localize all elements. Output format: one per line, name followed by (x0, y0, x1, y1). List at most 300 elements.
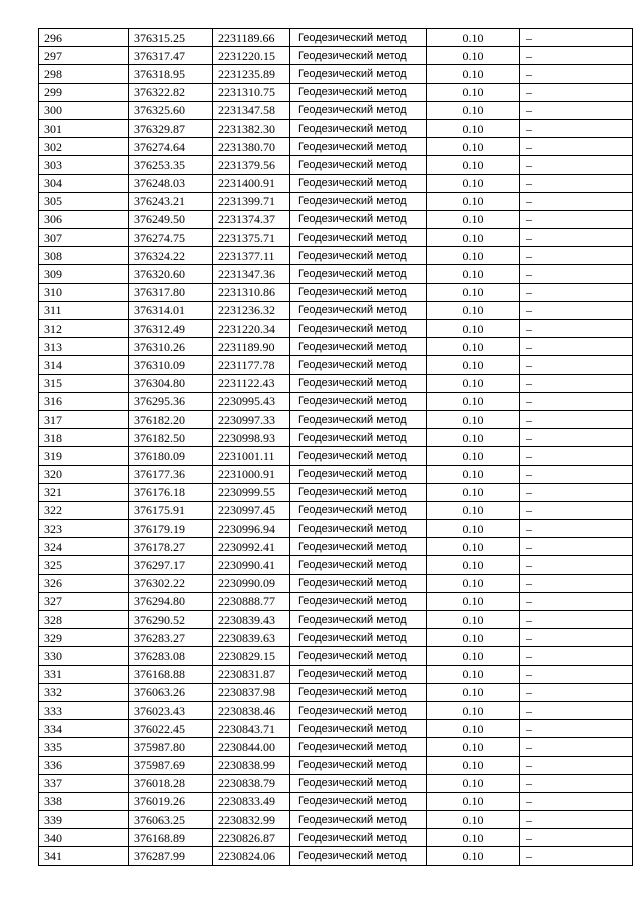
coord-x-cell: 376283.08 (129, 647, 213, 665)
note-cell: – (520, 792, 633, 810)
coord-x-cell: 376176.18 (129, 483, 213, 501)
note-cell: – (520, 701, 633, 719)
coord-x-cell: 376304.80 (129, 374, 213, 392)
coord-x-cell: 376182.50 (129, 429, 213, 447)
point-number-cell: 322 (39, 501, 129, 519)
accuracy-cell: 0.10 (427, 774, 520, 792)
note-cell: – (520, 811, 633, 829)
coord-x-cell: 376019.26 (129, 792, 213, 810)
method-cell: Геодезический метод (290, 683, 427, 701)
method-cell: Геодезический метод (290, 29, 427, 47)
coord-y-cell: 2231000.91 (213, 465, 290, 483)
accuracy-cell: 0.10 (427, 247, 520, 265)
coord-y-cell: 2230831.87 (213, 665, 290, 683)
accuracy-cell: 0.10 (427, 829, 520, 847)
coord-x-cell: 375987.80 (129, 738, 213, 756)
note-cell: – (520, 138, 633, 156)
table-row (39, 429, 633, 447)
coord-x-cell: 376312.49 (129, 320, 213, 338)
accuracy-cell: 0.10 (427, 465, 520, 483)
point-number-cell: 315 (39, 374, 129, 392)
method-cell: Геодезический метод (290, 629, 427, 647)
coord-y-cell: 2231220.34 (213, 320, 290, 338)
coord-x-cell: 376295.36 (129, 392, 213, 410)
coord-x-cell: 376249.50 (129, 210, 213, 228)
accuracy-cell: 0.10 (427, 811, 520, 829)
coord-y-cell: 2230998.93 (213, 429, 290, 447)
point-number-cell: 327 (39, 592, 129, 610)
note-cell: – (520, 83, 633, 101)
note-cell: – (520, 283, 633, 301)
coord-x-cell: 376294.80 (129, 592, 213, 610)
accuracy-cell: 0.10 (427, 374, 520, 392)
accuracy-cell: 0.10 (427, 192, 520, 210)
method-cell: Геодезический метод (290, 174, 427, 192)
coord-y-cell: 2230832.99 (213, 811, 290, 829)
coord-y-cell: 2230990.09 (213, 574, 290, 592)
table-row (39, 247, 633, 265)
coord-y-cell: 2231220.15 (213, 47, 290, 65)
note-cell: – (520, 374, 633, 392)
point-number-cell: 321 (39, 483, 129, 501)
accuracy-cell: 0.10 (427, 629, 520, 647)
point-number-cell: 308 (39, 247, 129, 265)
coord-x-cell: 376063.25 (129, 811, 213, 829)
table-body (39, 29, 633, 866)
method-cell: Геодезический метод (290, 410, 427, 428)
point-number-cell: 337 (39, 774, 129, 792)
accuracy-cell: 0.10 (427, 410, 520, 428)
table-row (39, 611, 633, 629)
coord-y-cell: 2230839.43 (213, 611, 290, 629)
point-number-cell: 300 (39, 101, 129, 119)
point-number-cell: 303 (39, 156, 129, 174)
note-cell: – (520, 429, 633, 447)
coord-y-cell: 2230838.79 (213, 774, 290, 792)
coord-x-cell: 376320.60 (129, 265, 213, 283)
method-cell: Геодезический метод (290, 138, 427, 156)
coord-y-cell: 2231235.89 (213, 65, 290, 83)
coord-y-cell: 2230995.43 (213, 392, 290, 410)
method-cell: Геодезический метод (290, 592, 427, 610)
table-row (39, 156, 633, 174)
point-number-cell: 317 (39, 410, 129, 428)
coord-x-cell: 376318.95 (129, 65, 213, 83)
accuracy-cell: 0.10 (427, 29, 520, 47)
table-row (39, 756, 633, 774)
accuracy-cell: 0.10 (427, 538, 520, 556)
point-number-cell: 336 (39, 756, 129, 774)
method-cell: Геодезический метод (290, 483, 427, 501)
accuracy-cell: 0.10 (427, 556, 520, 574)
method-cell: Геодезический метод (290, 647, 427, 665)
note-cell: – (520, 247, 633, 265)
coord-y-cell: 2230824.06 (213, 847, 290, 865)
accuracy-cell: 0.10 (427, 683, 520, 701)
coord-y-cell: 2231189.66 (213, 29, 290, 47)
point-number-cell: 326 (39, 574, 129, 592)
point-number-cell: 312 (39, 320, 129, 338)
point-number-cell: 320 (39, 465, 129, 483)
coord-y-cell: 2231122.43 (213, 374, 290, 392)
coord-y-cell: 2231380.70 (213, 138, 290, 156)
table-row (39, 483, 633, 501)
accuracy-cell: 0.10 (427, 701, 520, 719)
note-cell: – (520, 665, 633, 683)
method-cell: Геодезический метод (290, 119, 427, 137)
note-cell: – (520, 119, 633, 137)
note-cell: – (520, 756, 633, 774)
coord-y-cell: 2230837.98 (213, 683, 290, 701)
method-cell: Геодезический метод (290, 356, 427, 374)
coord-y-cell: 2230997.45 (213, 501, 290, 519)
accuracy-cell: 0.10 (427, 301, 520, 319)
accuracy-cell: 0.10 (427, 611, 520, 629)
table-row (39, 829, 633, 847)
method-cell: Геодезический метод (290, 538, 427, 556)
method-cell: Геодезический метод (290, 247, 427, 265)
accuracy-cell: 0.10 (427, 265, 520, 283)
method-cell: Геодезический метод (290, 829, 427, 847)
coord-y-cell: 2231379.56 (213, 156, 290, 174)
coord-y-cell: 2231400.91 (213, 174, 290, 192)
point-number-cell: 341 (39, 847, 129, 865)
note-cell: – (520, 192, 633, 210)
point-number-cell: 305 (39, 192, 129, 210)
accuracy-cell: 0.10 (427, 647, 520, 665)
point-number-cell: 297 (39, 47, 129, 65)
method-cell: Геодезический метод (290, 265, 427, 283)
accuracy-cell: 0.10 (427, 65, 520, 83)
note-cell: – (520, 829, 633, 847)
accuracy-cell: 0.10 (427, 156, 520, 174)
table-row (39, 774, 633, 792)
coord-y-cell: 2230999.55 (213, 483, 290, 501)
point-number-cell: 328 (39, 611, 129, 629)
coord-x-cell: 376243.21 (129, 192, 213, 210)
table-row (39, 410, 633, 428)
coord-y-cell: 2231375.71 (213, 229, 290, 247)
method-cell: Геодезический метод (290, 465, 427, 483)
method-cell: Геодезический метод (290, 447, 427, 465)
table-row (39, 665, 633, 683)
table-row (39, 538, 633, 556)
accuracy-cell: 0.10 (427, 665, 520, 683)
note-cell: – (520, 101, 633, 119)
note-cell: – (520, 683, 633, 701)
table-row (39, 301, 633, 319)
coord-y-cell: 2231001.11 (213, 447, 290, 465)
method-cell: Геодезический метод (290, 611, 427, 629)
coord-y-cell: 2230844.00 (213, 738, 290, 756)
point-number-cell: 314 (39, 356, 129, 374)
coord-y-cell: 2231177.78 (213, 356, 290, 374)
accuracy-cell: 0.10 (427, 392, 520, 410)
method-cell: Геодезический метод (290, 811, 427, 829)
table-row (39, 119, 633, 137)
point-number-cell: 309 (39, 265, 129, 283)
coord-x-cell: 376324.22 (129, 247, 213, 265)
note-cell: – (520, 520, 633, 538)
coord-x-cell: 376274.75 (129, 229, 213, 247)
table-row (39, 647, 633, 665)
note-cell: – (520, 592, 633, 610)
note-cell: – (520, 392, 633, 410)
coord-x-cell: 376314.01 (129, 301, 213, 319)
coord-y-cell: 2231189.90 (213, 338, 290, 356)
note-cell: – (520, 229, 633, 247)
accuracy-cell: 0.10 (427, 83, 520, 101)
point-number-cell: 301 (39, 119, 129, 137)
coord-y-cell: 2230838.99 (213, 756, 290, 774)
table-row (39, 811, 633, 829)
point-number-cell: 319 (39, 447, 129, 465)
point-number-cell: 307 (39, 229, 129, 247)
table-row (39, 847, 633, 865)
table-row (39, 265, 633, 283)
note-cell: – (520, 483, 633, 501)
table-row (39, 83, 633, 101)
table-row (39, 392, 633, 410)
table-row (39, 629, 633, 647)
coord-x-cell: 376322.82 (129, 83, 213, 101)
coord-y-cell: 2230997.33 (213, 410, 290, 428)
method-cell: Геодезический метод (290, 792, 427, 810)
accuracy-cell: 0.10 (427, 47, 520, 65)
method-cell: Геодезический метод (290, 574, 427, 592)
note-cell: – (520, 611, 633, 629)
coord-x-cell: 376248.03 (129, 174, 213, 192)
note-cell: – (520, 538, 633, 556)
table-row (39, 47, 633, 65)
coordinates-table (38, 28, 633, 866)
note-cell: – (520, 156, 633, 174)
method-cell: Геодезический метод (290, 47, 427, 65)
point-number-cell: 339 (39, 811, 129, 829)
method-cell: Геодезический метод (290, 774, 427, 792)
coord-y-cell: 2231310.75 (213, 83, 290, 101)
note-cell: – (520, 65, 633, 83)
table-row (39, 465, 633, 483)
coord-x-cell: 376022.45 (129, 720, 213, 738)
accuracy-cell: 0.10 (427, 447, 520, 465)
note-cell: – (520, 29, 633, 47)
coord-x-cell: 376310.09 (129, 356, 213, 374)
coord-y-cell: 2231382.30 (213, 119, 290, 137)
point-number-cell: 335 (39, 738, 129, 756)
method-cell: Геодезический метод (290, 229, 427, 247)
method-cell: Геодезический метод (290, 283, 427, 301)
note-cell: – (520, 210, 633, 228)
point-number-cell: 340 (39, 829, 129, 847)
coord-y-cell: 2230888.77 (213, 592, 290, 610)
coord-x-cell: 376283.27 (129, 629, 213, 647)
table-row (39, 101, 633, 119)
coord-y-cell: 2231377.11 (213, 247, 290, 265)
table-row (39, 374, 633, 392)
coord-y-cell: 2230826.87 (213, 829, 290, 847)
accuracy-cell: 0.10 (427, 501, 520, 519)
coord-x-cell: 376310.26 (129, 338, 213, 356)
coord-x-cell: 376290.52 (129, 611, 213, 629)
point-number-cell: 334 (39, 720, 129, 738)
note-cell: – (520, 720, 633, 738)
table-row (39, 683, 633, 701)
table-row (39, 338, 633, 356)
note-cell: – (520, 265, 633, 283)
point-number-cell: 332 (39, 683, 129, 701)
table-row (39, 356, 633, 374)
table-row (39, 556, 633, 574)
note-cell: – (520, 447, 633, 465)
note-cell: – (520, 320, 633, 338)
method-cell: Геодезический метод (290, 374, 427, 392)
accuracy-cell: 0.10 (427, 738, 520, 756)
accuracy-cell: 0.10 (427, 229, 520, 247)
method-cell: Геодезический метод (290, 738, 427, 756)
method-cell: Геодезический метод (290, 665, 427, 683)
table-row (39, 447, 633, 465)
note-cell: – (520, 556, 633, 574)
coord-x-cell: 376317.80 (129, 283, 213, 301)
point-number-cell: 329 (39, 629, 129, 647)
coord-x-cell: 376297.17 (129, 556, 213, 574)
accuracy-cell: 0.10 (427, 338, 520, 356)
table-row (39, 174, 633, 192)
coord-x-cell: 376329.87 (129, 119, 213, 137)
method-cell: Геодезический метод (290, 429, 427, 447)
point-number-cell: 299 (39, 83, 129, 101)
table-row (39, 29, 633, 47)
accuracy-cell: 0.10 (427, 574, 520, 592)
accuracy-cell: 0.10 (427, 483, 520, 501)
note-cell: – (520, 47, 633, 65)
coord-x-cell: 376302.22 (129, 574, 213, 592)
point-number-cell: 316 (39, 392, 129, 410)
coord-x-cell: 376063.26 (129, 683, 213, 701)
table-row (39, 138, 633, 156)
note-cell: – (520, 574, 633, 592)
coord-x-cell: 376178.27 (129, 538, 213, 556)
method-cell: Геодезический метод (290, 192, 427, 210)
note-cell: – (520, 774, 633, 792)
method-cell: Геодезический метод (290, 501, 427, 519)
method-cell: Геодезический метод (290, 392, 427, 410)
point-number-cell: 298 (39, 65, 129, 83)
coord-x-cell: 376253.35 (129, 156, 213, 174)
coord-x-cell: 376179.19 (129, 520, 213, 538)
accuracy-cell: 0.10 (427, 101, 520, 119)
coord-x-cell: 376168.88 (129, 665, 213, 683)
coord-y-cell: 2230829.15 (213, 647, 290, 665)
accuracy-cell: 0.10 (427, 756, 520, 774)
coord-y-cell: 2230996.94 (213, 520, 290, 538)
coord-y-cell: 2231347.36 (213, 265, 290, 283)
accuracy-cell: 0.10 (427, 429, 520, 447)
coord-y-cell: 2231399.71 (213, 192, 290, 210)
coord-x-cell: 376023.43 (129, 701, 213, 719)
accuracy-cell: 0.10 (427, 174, 520, 192)
note-cell: – (520, 465, 633, 483)
method-cell: Геодезический метод (290, 320, 427, 338)
method-cell: Геодезический метод (290, 156, 427, 174)
point-number-cell: 338 (39, 792, 129, 810)
table-row (39, 701, 633, 719)
table-row (39, 210, 633, 228)
coord-y-cell: 2230833.49 (213, 792, 290, 810)
coord-x-cell: 376287.99 (129, 847, 213, 865)
coord-x-cell: 376274.64 (129, 138, 213, 156)
point-number-cell: 306 (39, 210, 129, 228)
accuracy-cell: 0.10 (427, 356, 520, 374)
note-cell: – (520, 338, 633, 356)
point-number-cell: 296 (39, 29, 129, 47)
coord-y-cell: 2231374.37 (213, 210, 290, 228)
note-cell: – (520, 629, 633, 647)
coord-y-cell: 2230843.71 (213, 720, 290, 738)
coord-y-cell: 2231347.58 (213, 101, 290, 119)
method-cell: Геодезический метод (290, 756, 427, 774)
coord-y-cell: 2230839.63 (213, 629, 290, 647)
accuracy-cell: 0.10 (427, 847, 520, 865)
method-cell: Геодезический метод (290, 720, 427, 738)
table-row (39, 501, 633, 519)
table-row (39, 229, 633, 247)
method-cell: Геодезический метод (290, 338, 427, 356)
method-cell: Геодезический метод (290, 83, 427, 101)
point-number-cell: 331 (39, 665, 129, 683)
coord-x-cell: 375987.69 (129, 756, 213, 774)
coord-x-cell: 376182.20 (129, 410, 213, 428)
accuracy-cell: 0.10 (427, 792, 520, 810)
coord-y-cell: 2231310.86 (213, 283, 290, 301)
note-cell: – (520, 501, 633, 519)
method-cell: Геодезический метод (290, 301, 427, 319)
accuracy-cell: 0.10 (427, 138, 520, 156)
coord-y-cell: 2230990.41 (213, 556, 290, 574)
table-row (39, 738, 633, 756)
note-cell: – (520, 738, 633, 756)
method-cell: Геодезический метод (290, 847, 427, 865)
point-number-cell: 325 (39, 556, 129, 574)
accuracy-cell: 0.10 (427, 119, 520, 137)
point-number-cell: 330 (39, 647, 129, 665)
accuracy-cell: 0.10 (427, 720, 520, 738)
point-number-cell: 323 (39, 520, 129, 538)
method-cell: Геодезический метод (290, 556, 427, 574)
table-row (39, 283, 633, 301)
accuracy-cell: 0.10 (427, 210, 520, 228)
accuracy-cell: 0.10 (427, 283, 520, 301)
coord-x-cell: 376315.25 (129, 29, 213, 47)
table-row (39, 192, 633, 210)
point-number-cell: 304 (39, 174, 129, 192)
method-cell: Геодезический метод (290, 210, 427, 228)
accuracy-cell: 0.10 (427, 520, 520, 538)
method-cell: Геодезический метод (290, 65, 427, 83)
method-cell: Геодезический метод (290, 101, 427, 119)
point-number-cell: 310 (39, 283, 129, 301)
coord-y-cell: 2230992.41 (213, 538, 290, 556)
table-row (39, 792, 633, 810)
coord-x-cell: 376325.60 (129, 101, 213, 119)
table-row (39, 720, 633, 738)
table-row (39, 520, 633, 538)
note-cell: – (520, 356, 633, 374)
point-number-cell: 333 (39, 701, 129, 719)
coord-x-cell: 376180.09 (129, 447, 213, 465)
point-number-cell: 324 (39, 538, 129, 556)
